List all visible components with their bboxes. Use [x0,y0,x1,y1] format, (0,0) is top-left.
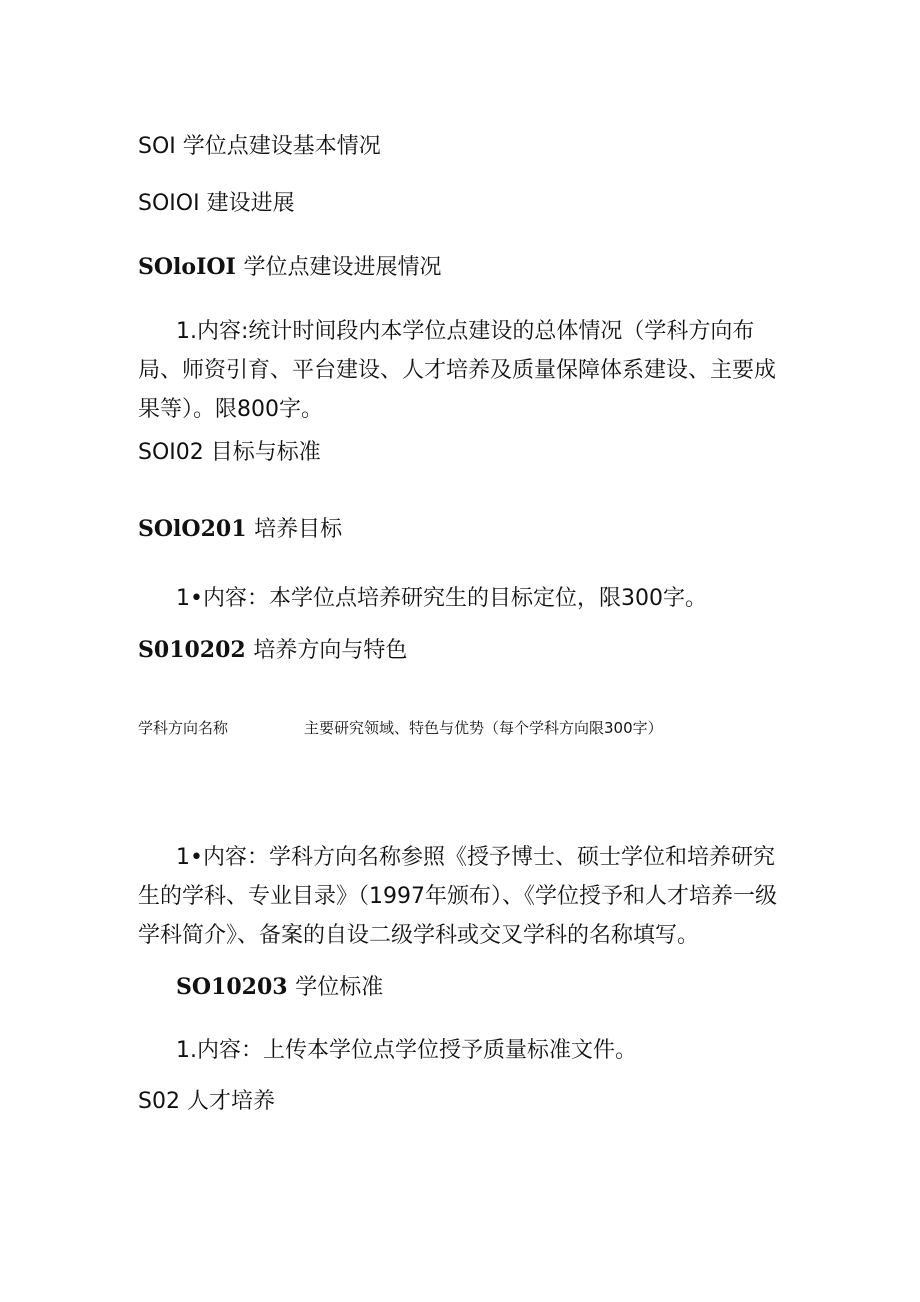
heading-title: 学位点建设进展情况 [243,255,442,280]
heading-title: 培养方向与特色 [253,638,408,663]
heading-s010101 [138,256,442,279]
heading-title: 目标与标准 [210,440,321,465]
heading-title: 培养目标 [254,517,343,542]
heading-s010201 [138,518,342,541]
heading-code: S010202 [138,637,246,663]
heading-s0102 [138,442,321,464]
heading-title: 人才培养 [186,1089,275,1114]
heading-title: 学位标准 [295,975,384,1000]
paragraph-s010201-content: 1•内容：本学位点培养研究生的目标定位，限300字。 [176,586,707,611]
heading-s02 [138,1091,275,1113]
heading-code: SO10203 [176,974,288,1000]
heading-s010202 [138,639,407,662]
heading-code: S02 [138,1089,180,1114]
heading-s0101 [138,193,295,215]
heading-title: 学位点建设基本情况 [182,134,381,159]
paragraph-s010202-content: 1•内容：学科方向名称参照《授予博士、硕士学位和培养研究生的学科、专业目录》（1997年颁布）、《学位授予和人才培养一级学科简介》、备案的自设二级学科或交叉学科的名称填写。 [138,845,777,948]
table-header-col1: 学科方向名称 [138,719,229,737]
heading-code: SOloIOI [138,254,236,280]
heading-s010203 [176,976,383,999]
heading-code: SOI [138,134,176,159]
paragraph-s010101-content: 1.内容:统计时间段内本学位点建设的总体情况（学科方向布局、师资引育、平台建设、人才培养及质量保障体系建设、主要成果等）。限800字。 [138,319,777,422]
heading-code: SOlO201 [138,516,247,542]
heading-code: SOIOI [138,191,200,216]
table-header-col2: 主要研究领域、特色与优势（每个学科方向限300字） [304,719,663,737]
paragraph-s010203-content: 1.内容：上传本学位点学位授予质量标准文件。 [176,1038,637,1063]
heading-s01 [138,136,381,158]
heading-title: 建设进展 [206,191,295,216]
heading-code: SOI02 [138,440,204,465]
